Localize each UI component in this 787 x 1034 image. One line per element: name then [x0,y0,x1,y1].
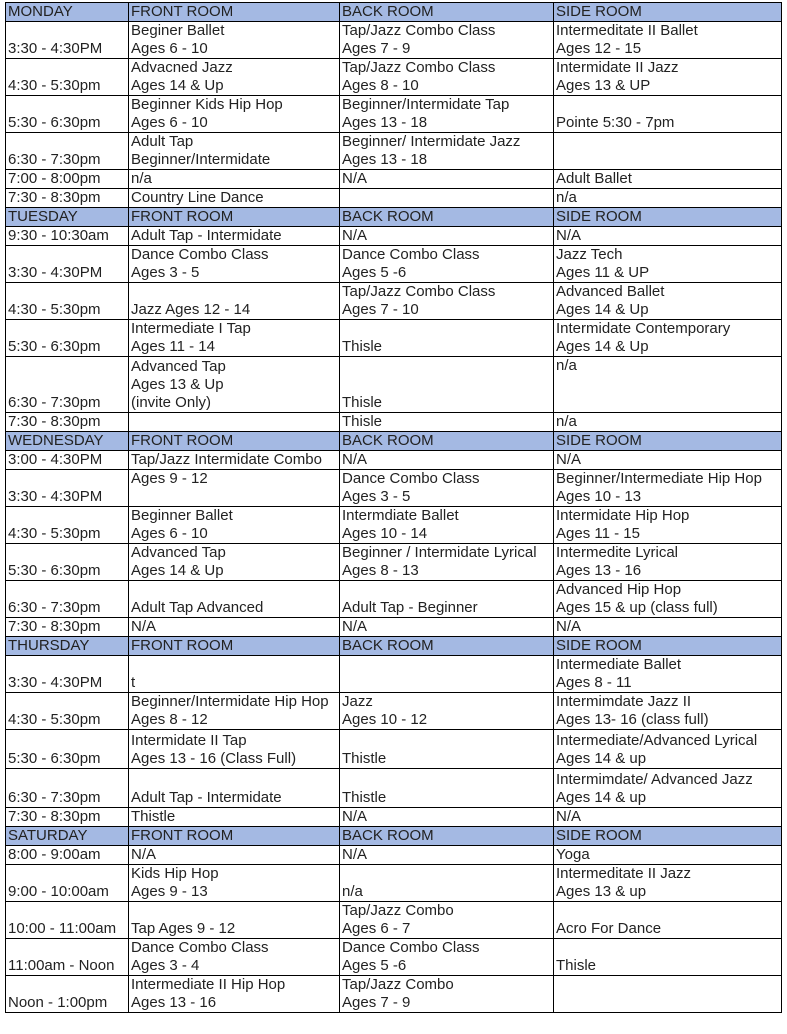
schedule-row [6,96,782,133]
schedule-row [6,246,782,283]
side-room-cell: Yoga [554,846,782,865]
back-room-cell: N/A [340,808,554,827]
back-room-cell: Tap/Jazz Combo Ages 7 - 9 [340,976,554,1013]
side-room-cell: Intermidate Contemporary Ages 14 & Up [554,320,782,357]
time-cell: 3:00 - 4:30PM [6,451,129,470]
back-room-cell [340,656,554,693]
side-room-cell: N/A [554,618,782,637]
side-room-cell: N/A [554,451,782,470]
day-header-row [6,432,782,451]
front-room-cell: Kids Hip Hop Ages 9 - 13 [129,865,340,902]
room-header: FRONT ROOM [129,827,340,846]
time-cell: 9:00 - 10:00am [6,865,129,902]
time-cell: 6:30 - 7:30pm [6,581,129,618]
front-room-cell: t [129,656,340,693]
back-room-cell: N/A [340,170,554,189]
front-room-cell: Intermediate I Tap Ages 11 - 14 [129,320,340,357]
schedule-row [6,618,782,637]
side-room-cell: Thisle [554,939,782,976]
time-cell: 7:30 - 8:30pm [6,413,129,432]
time-cell: 3:30 - 4:30PM [6,246,129,283]
schedule-row [6,320,782,357]
room-header: BACK ROOM [340,637,554,656]
schedule-row [6,413,782,432]
schedule-row [6,769,782,808]
schedule-row [6,656,782,693]
back-room-cell: n/a [340,865,554,902]
day-label: TUESDAY [6,208,129,227]
back-room-cell: Adult Tap - Beginner [340,581,554,618]
room-header: BACK ROOM [340,3,554,22]
back-room-cell: Thistle [340,730,554,769]
schedule-row [6,357,782,413]
side-room-cell: Pointe 5:30 - 7pm [554,96,782,133]
schedule-row [6,808,782,827]
time-cell: Noon - 1:00pm [6,976,129,1013]
side-room-cell: Intermidate II Jazz Ages 13 & UP [554,59,782,96]
schedule-row [6,976,782,1013]
time-cell: 8:00 - 9:00am [6,846,129,865]
time-cell: 7:30 - 8:30pm [6,189,129,208]
front-room-cell: Beginner/Intermidate Hip Hop Ages 8 - 12 [129,693,340,730]
room-header: BACK ROOM [340,432,554,451]
side-room-cell: Intermediate/Advanced Lyrical Ages 14 & up [554,730,782,769]
room-header: SIDE ROOM [554,208,782,227]
back-room-cell: Dance Combo Class Ages 5 -6 [340,939,554,976]
day-header-row [6,3,782,22]
time-cell: 6:30 - 7:30pm [6,357,129,413]
time-cell: 4:30 - 5:30pm [6,283,129,320]
side-room-cell: Adult Ballet [554,170,782,189]
back-room-cell: Jazz Ages 10 - 12 [340,693,554,730]
front-room-cell: Jazz Ages 12 - 14 [129,283,340,320]
back-room-cell: Thistle [340,769,554,808]
room-header: SIDE ROOM [554,3,782,22]
room-header: SIDE ROOM [554,827,782,846]
schedule-row [6,470,782,507]
day-label: WEDNESDAY [6,432,129,451]
time-cell: 5:30 - 6:30pm [6,96,129,133]
schedule-row [6,730,782,769]
class-schedule-table [5,2,782,1013]
day-label: THURSDAY [6,637,129,656]
room-header: BACK ROOM [340,208,554,227]
back-room-cell: Beginner / Intermidate Lyrical Ages 8 - 13 [340,544,554,581]
front-room-cell: n/a [129,170,340,189]
side-room-cell: Acro For Dance [554,902,782,939]
side-room-cell: Intermeditate II Ballet Ages 12 - 15 [554,22,782,59]
front-room-cell: Beginner Ballet Ages 6 - 10 [129,507,340,544]
front-room-cell: Tap Ages 9 - 12 [129,902,340,939]
time-cell: 3:30 - 4:30PM [6,22,129,59]
front-room-cell: Beginer Ballet Ages 6 - 10 [129,22,340,59]
front-room-cell: Advanced Tap Ages 13 & Up (invite Only) [129,357,340,413]
side-room-cell: n/a [554,189,782,208]
schedule-row [6,865,782,902]
side-room-cell: n/a [554,357,782,413]
back-room-cell: N/A [340,451,554,470]
room-header: SIDE ROOM [554,637,782,656]
back-room-cell: Dance Combo Class Ages 3 - 5 [340,470,554,507]
front-room-cell: Country Line Dance [129,189,340,208]
back-room-cell: Beginner/Intermidate Tap Ages 13 - 18 [340,96,554,133]
schedule-row [6,693,782,730]
time-cell: 4:30 - 5:30pm [6,59,129,96]
side-room-cell: Intermidate Hip Hop Ages 11 - 15 [554,507,782,544]
back-room-cell [340,189,554,208]
front-room-cell: Adult Tap Beginner/Intermidate [129,133,340,170]
side-room-cell: Intermediate Ballet Ages 8 - 11 [554,656,782,693]
schedule-body [6,3,782,1013]
side-room-cell: Intermeditate II Jazz Ages 13 & up [554,865,782,902]
schedule-row [6,133,782,170]
back-room-cell: Thisle [340,320,554,357]
back-room-cell: Tap/Jazz Combo Class Ages 7 - 9 [340,22,554,59]
back-room-cell: Dance Combo Class Ages 5 -6 [340,246,554,283]
time-cell: 7:00 - 8:00pm [6,170,129,189]
front-room-cell: Adult Tap Advanced [129,581,340,618]
back-room-cell: N/A [340,227,554,246]
front-room-cell: N/A [129,846,340,865]
front-room-cell: Dance Combo Class Ages 3 - 4 [129,939,340,976]
time-cell: 7:30 - 8:30pm [6,618,129,637]
front-room-cell: Advanced Tap Ages 14 & Up [129,544,340,581]
schedule-row [6,170,782,189]
side-room-cell [554,133,782,170]
side-room-cell: n/a [554,413,782,432]
room-header: BACK ROOM [340,827,554,846]
front-room-cell: Dance Combo Class Ages 3 - 5 [129,246,340,283]
room-header: FRONT ROOM [129,3,340,22]
time-cell: 6:30 - 7:30pm [6,769,129,808]
front-room-cell: Tap/Jazz Intermidate Combo [129,451,340,470]
schedule-row [6,507,782,544]
time-cell: 6:30 - 7:30pm [6,133,129,170]
side-room-cell: Intermimdate Jazz II Ages 13- 16 (class full) [554,693,782,730]
back-room-cell: Tap/Jazz Combo Class Ages 7 - 10 [340,283,554,320]
side-room-cell: Intermedite Lyrical Ages 13 - 16 [554,544,782,581]
side-room-cell [554,976,782,1013]
day-header-row [6,208,782,227]
schedule-row [6,227,782,246]
time-cell: 11:00am - Noon [6,939,129,976]
schedule-row [6,544,782,581]
time-cell: 3:30 - 4:30PM [6,656,129,693]
day-header-row [6,637,782,656]
front-room-cell: N/A [129,618,340,637]
front-room-cell: Intermidate II Tap Ages 13 - 16 (Class Full) [129,730,340,769]
side-room-cell: Beginner/Intermediate Hip Hop Ages 10 - 13 [554,470,782,507]
side-room-cell: Advanced Hip Hop Ages 15 & up (class full) [554,581,782,618]
back-room-cell: Intermdiate Ballet Ages 10 - 14 [340,507,554,544]
front-room-cell: Advacned Jazz Ages 14 & Up [129,59,340,96]
schedule-row [6,581,782,618]
schedule-row [6,451,782,470]
side-room-cell: Intermimdate/ Advanced Jazz Ages 14 & up [554,769,782,808]
time-cell: 4:30 - 5:30pm [6,507,129,544]
time-cell: 5:30 - 6:30pm [6,730,129,769]
side-room-cell: N/A [554,808,782,827]
time-cell: 5:30 - 6:30pm [6,320,129,357]
time-cell: 5:30 - 6:30pm [6,544,129,581]
front-room-cell: Adult Tap - Intermidate [129,227,340,246]
back-room-cell: N/A [340,618,554,637]
time-cell: 7:30 - 8:30pm [6,808,129,827]
back-room-cell: Tap/Jazz Combo Ages 6 - 7 [340,902,554,939]
schedule-row [6,846,782,865]
front-room-cell: Ages 9 - 12 [129,470,340,507]
front-room-cell [129,413,340,432]
back-room-cell: Thisle [340,357,554,413]
room-header: FRONT ROOM [129,208,340,227]
side-room-cell: Advanced Ballet Ages 14 & Up [554,283,782,320]
front-room-cell: Adult Tap - Intermidate [129,769,340,808]
back-room-cell: Thisle [340,413,554,432]
schedule-row [6,59,782,96]
back-room-cell: N/A [340,846,554,865]
room-header: FRONT ROOM [129,637,340,656]
time-cell: 3:30 - 4:30PM [6,470,129,507]
side-room-cell: N/A [554,227,782,246]
day-header-row [6,827,782,846]
room-header: FRONT ROOM [129,432,340,451]
side-room-cell: Jazz Tech Ages 11 & UP [554,246,782,283]
front-room-cell: Intermediate II Hip Hop Ages 13 - 16 [129,976,340,1013]
time-cell: 9:30 - 10:30am [6,227,129,246]
day-label: MONDAY [6,3,129,22]
back-room-cell: Beginner/ Intermidate Jazz Ages 13 - 18 [340,133,554,170]
schedule-row [6,902,782,939]
schedule-row [6,22,782,59]
back-room-cell: Tap/Jazz Combo Class Ages 8 - 10 [340,59,554,96]
time-cell: 4:30 - 5:30pm [6,693,129,730]
front-room-cell: Beginner Kids Hip Hop Ages 6 - 10 [129,96,340,133]
schedule-row [6,939,782,976]
day-label: SATURDAY [6,827,129,846]
front-room-cell: Thistle [129,808,340,827]
schedule-row [6,189,782,208]
schedule-row [6,283,782,320]
time-cell: 10:00 - 11:00am [6,902,129,939]
room-header: SIDE ROOM [554,432,782,451]
